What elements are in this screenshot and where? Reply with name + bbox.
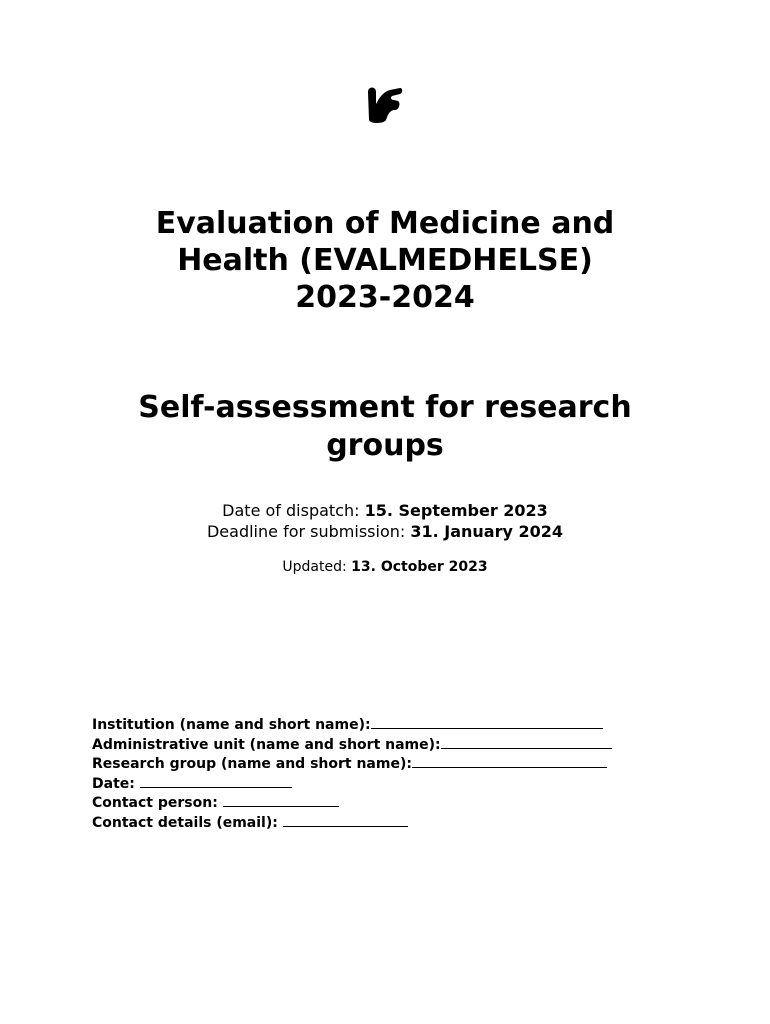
field-label: Research group (name and short name): (92, 756, 412, 773)
subtitle-line: Self-assessment for research (138, 390, 632, 425)
contact-form (92, 716, 612, 834)
field-label: Contact person: (92, 795, 223, 812)
document-title (0, 205, 770, 316)
title-line: 2023-2024 (295, 280, 475, 315)
logo-icon (366, 84, 404, 124)
field-label: Administrative unit (name and short name): (92, 736, 441, 753)
admin-unit-blank[interactable] (441, 736, 612, 749)
deadline-date (0, 521, 770, 542)
dispatch-label: Date of dispatch: (222, 501, 365, 520)
contact-person-blank[interactable] (223, 794, 339, 807)
form-field-date (92, 775, 612, 795)
form-field-contact-person (92, 794, 612, 814)
research-group-blank[interactable] (412, 755, 607, 768)
updated-label: Updated: (282, 559, 352, 575)
field-label: Contact details (email): (92, 814, 283, 831)
updated-date (0, 559, 770, 575)
form-field-research-group (92, 755, 612, 775)
field-label: Institution (name and short name): (92, 717, 371, 733)
dispatch-date (0, 500, 770, 521)
dispatch-value: 15. September 2023 (364, 501, 548, 520)
field-label: Date: (92, 775, 140, 792)
deadline-value: 31. January 2024 (410, 522, 564, 541)
institution-blank[interactable] (371, 716, 603, 729)
form-field-institution (92, 716, 612, 736)
document-subtitle (0, 389, 770, 465)
form-field-admin-unit (92, 736, 612, 756)
title-line: Evaluation of Medicine and (155, 206, 615, 241)
contact-email-blank[interactable] (283, 814, 408, 827)
form-field-contact-email (92, 814, 612, 834)
date-blank[interactable] (140, 775, 292, 788)
updated-value: 13. October 2023 (351, 559, 488, 575)
deadline-label: Deadline for submission: (206, 522, 411, 541)
title-line: Health (EVALMEDHELSE) (177, 243, 593, 278)
dates-block (0, 500, 770, 542)
subtitle-line: groups (326, 428, 444, 463)
